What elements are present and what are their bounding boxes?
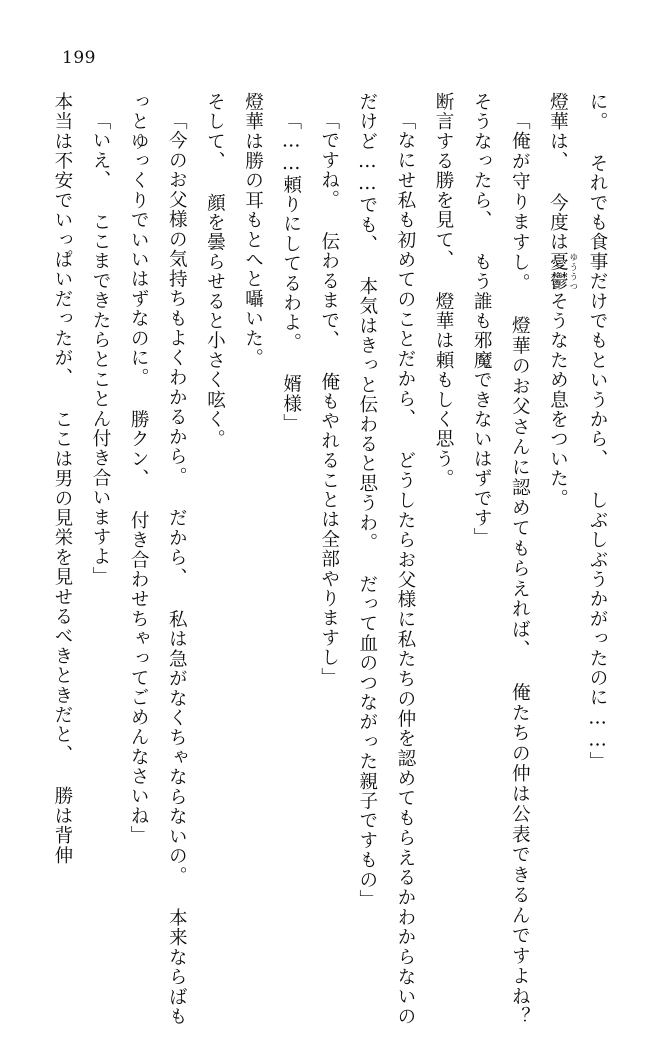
ruby-base: 憂鬱 <box>547 252 569 292</box>
paragraph: そして、 顔を曇らせると小さく呟く。 <box>204 92 226 449</box>
ruby-yuuutsu <box>547 252 578 292</box>
paragraph: に。 それでも食事だけでもというから、 しぶしぶうかがったのに……」 <box>587 92 608 772</box>
paragraph-with-ruby <box>538 92 578 1026</box>
paragraph: 断言する勝を見て、 燈華は頼もしく思う。 <box>433 92 455 489</box>
paragraph: 「今のお父様の気持ちもよくわかるから。 だから、 私は急がなくちゃならないの。 本来ならばもっとゆっくりでいいはずなのに。 勝クン、 付き合わせちゃってごめんなさいね」 <box>128 92 188 1026</box>
paragraph: 「ですね。 伝わるまで、 俺もやれることは全部やりますし」 <box>318 110 340 687</box>
paragraph-ruby-suffix: そうなため息をついた。 <box>547 291 569 509</box>
paragraph: 「俺が守りますし。 燈華のお父さんに認めてもらえれば、 俺たちの仲は公表できるんですよね？ そうなったら、 もう誰も邪魔できないはずです」 <box>471 92 531 1026</box>
page-text-body <box>40 92 616 1026</box>
paragraph: 「……頼りにしてるわよ。 婿様」 <box>280 110 302 433</box>
page-number: 199 <box>62 48 96 68</box>
paragraph: 「いえ、 ここまできたらとことん付き合いますよ」 <box>90 110 112 586</box>
paragraph: 「なにせ私も初めてのことだから、 どうしたらお父様に私たちの仲を認めてもらえるかわからないのだけど……でも、 本気はきっと伝わると思うわ。 だって血のつながった親子ですもの」 <box>356 92 416 1026</box>
paragraph: 燈華は勝の耳もとへと囁いた。 <box>242 92 264 368</box>
paragraph: 本当は不安でいっぱいだったが、 ここは男の見栄を見せるべきときだと、 勝は背伸 <box>51 92 73 866</box>
paragraph-ruby-prefix: 燈華は、 今度は <box>547 92 569 252</box>
ruby-reading: ゆううつ <box>567 252 578 292</box>
